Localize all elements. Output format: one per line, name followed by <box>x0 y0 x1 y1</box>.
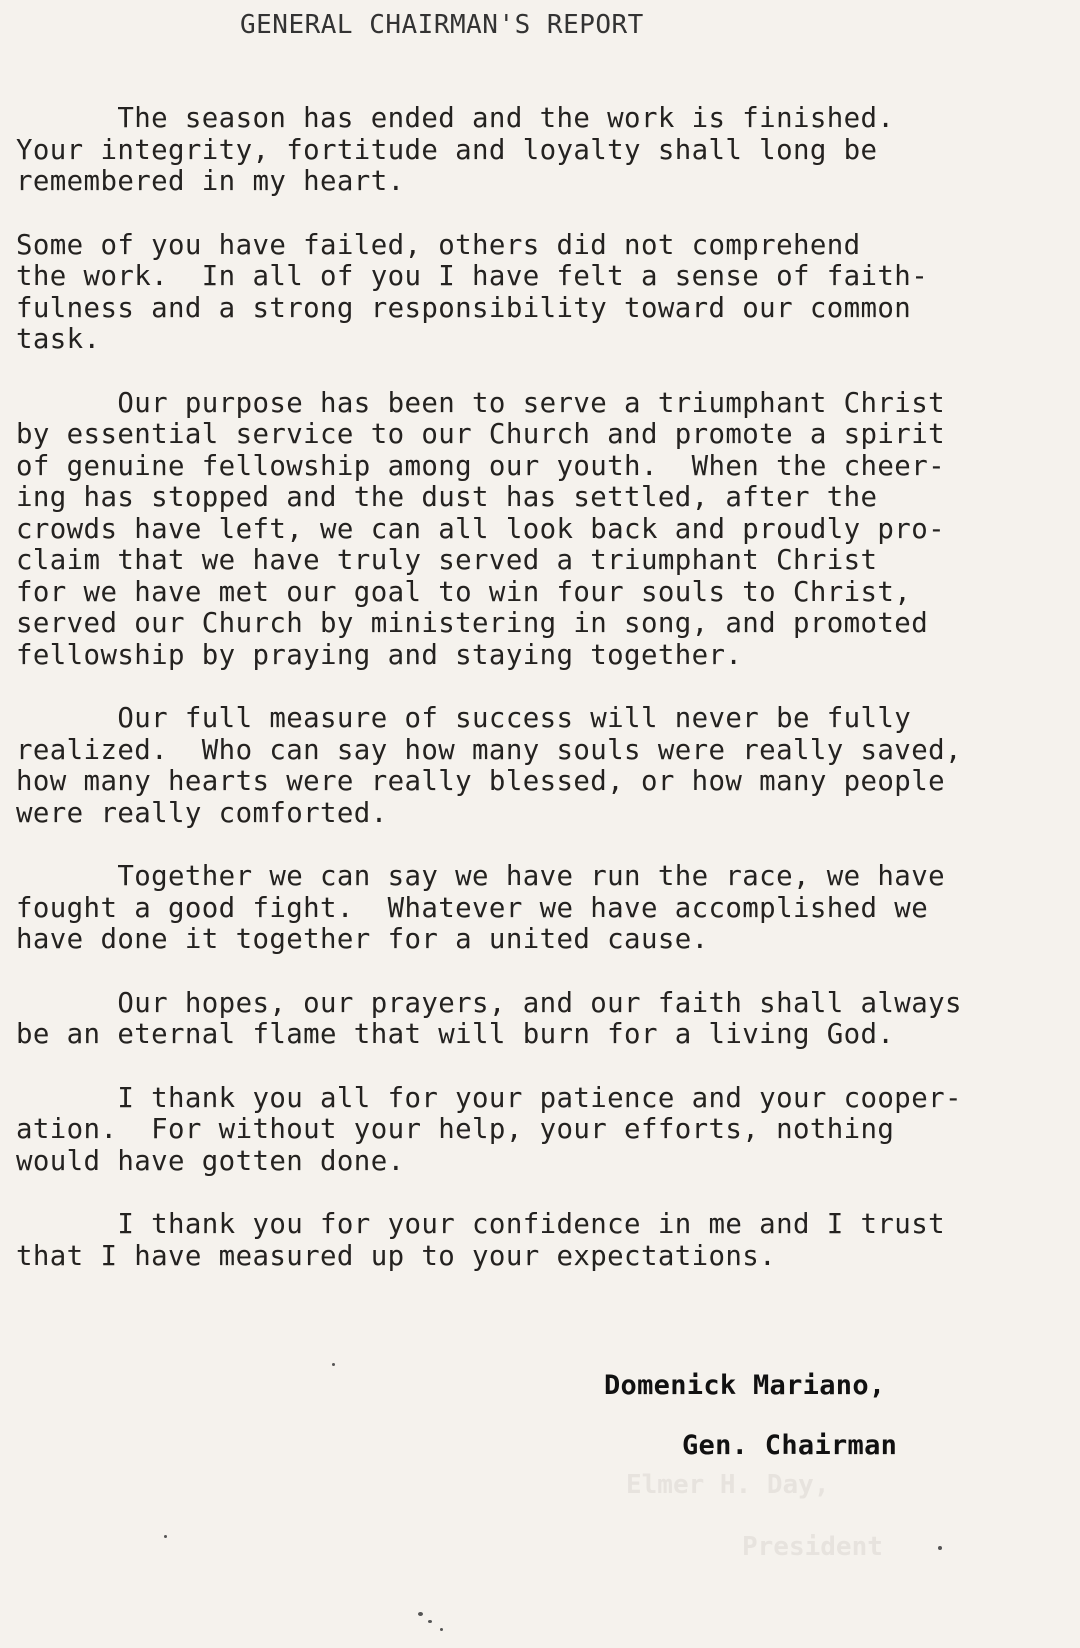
text-line: Some of you have failed, others did not comprehend <box>16 229 861 261</box>
document-title: GENERAL CHAIRMAN'S REPORT <box>240 10 644 40</box>
text-line: of genuine fellowship among our youth. When the cheer- <box>16 450 945 482</box>
text-line: be an eternal flame that will burn for a living God. <box>16 1019 895 1050</box>
report-body <box>16 103 1076 1304</box>
paper-speck <box>164 1535 167 1538</box>
paragraph <box>16 861 1076 956</box>
paragraph <box>16 1083 1076 1178</box>
text-line: Your integrity, fortitude and loyalty shall long be <box>16 134 878 166</box>
text-line: Together we can say we have run the race, we have <box>16 861 945 892</box>
text-line: that I have measured up to your expectations. <box>16 1240 777 1272</box>
text-line: the work. In all of you I have felt a sense of faith- <box>16 261 929 292</box>
text-line: crowds have left, we can all look back and proudly pro- <box>16 513 945 545</box>
text-line: served our Church by ministering in song, and promoted <box>16 608 929 639</box>
text-line: fought a good fight. Whatever we have accomplished we <box>16 892 929 924</box>
faded-show-through-title: President <box>742 1532 883 1562</box>
paper-speck <box>428 1620 432 1623</box>
text-line: would have gotten done. <box>16 1145 405 1177</box>
text-line: remembered in my heart. <box>16 166 405 197</box>
text-line: The season has ended and the work is finished. <box>16 103 895 134</box>
text-line: Our purpose has been to serve a triumphant Christ <box>16 387 945 419</box>
text-line: Our full measure of success will never be fully <box>16 703 912 734</box>
text-line: fulness and a strong responsibility toward our common <box>16 292 912 324</box>
paragraph <box>16 988 1076 1051</box>
faded-show-through-name: Elmer H. Day, <box>626 1470 830 1500</box>
text-line: have done it together for a united cause. <box>16 924 709 955</box>
paper-speck <box>332 1363 335 1366</box>
text-line: fellowship by praying and staying together. <box>16 639 743 671</box>
signature-title: Gen. Chairman <box>682 1430 898 1461</box>
text-line: claim that we have truly served a triumphant Christ <box>16 545 878 576</box>
paragraph <box>16 388 1076 672</box>
text-line: by essential service to our Church and promote a spirit <box>16 419 945 450</box>
text-line: task. <box>16 324 101 355</box>
paragraph <box>16 703 1076 829</box>
signature-name: Domenick Mariano, <box>604 1370 886 1401</box>
paper-speck <box>938 1546 942 1550</box>
text-line: how many hearts were really blessed, or how many people <box>16 766 945 797</box>
text-line: were really comforted. <box>16 797 388 829</box>
paper-speck <box>440 1628 443 1631</box>
text-line: ing has stopped and the dust has settled, after the <box>16 482 878 513</box>
paper-speck <box>418 1612 423 1616</box>
paragraph <box>16 230 1076 356</box>
text-line: I thank you for your confidence in me and I trust <box>16 1209 945 1240</box>
text-line: realized. Who can say how many souls were really saved, <box>16 734 962 766</box>
text-line: I thank you all for your patience and your cooper- <box>16 1082 962 1114</box>
paragraph <box>16 103 1076 198</box>
text-line: for we have met our goal to win four souls to Christ, <box>16 576 912 608</box>
paragraph <box>16 1209 1076 1272</box>
text-line: ation. For without your help, your efforts, nothing <box>16 1114 895 1145</box>
text-line: Our hopes, our prayers, and our faith shall always <box>16 987 962 1019</box>
